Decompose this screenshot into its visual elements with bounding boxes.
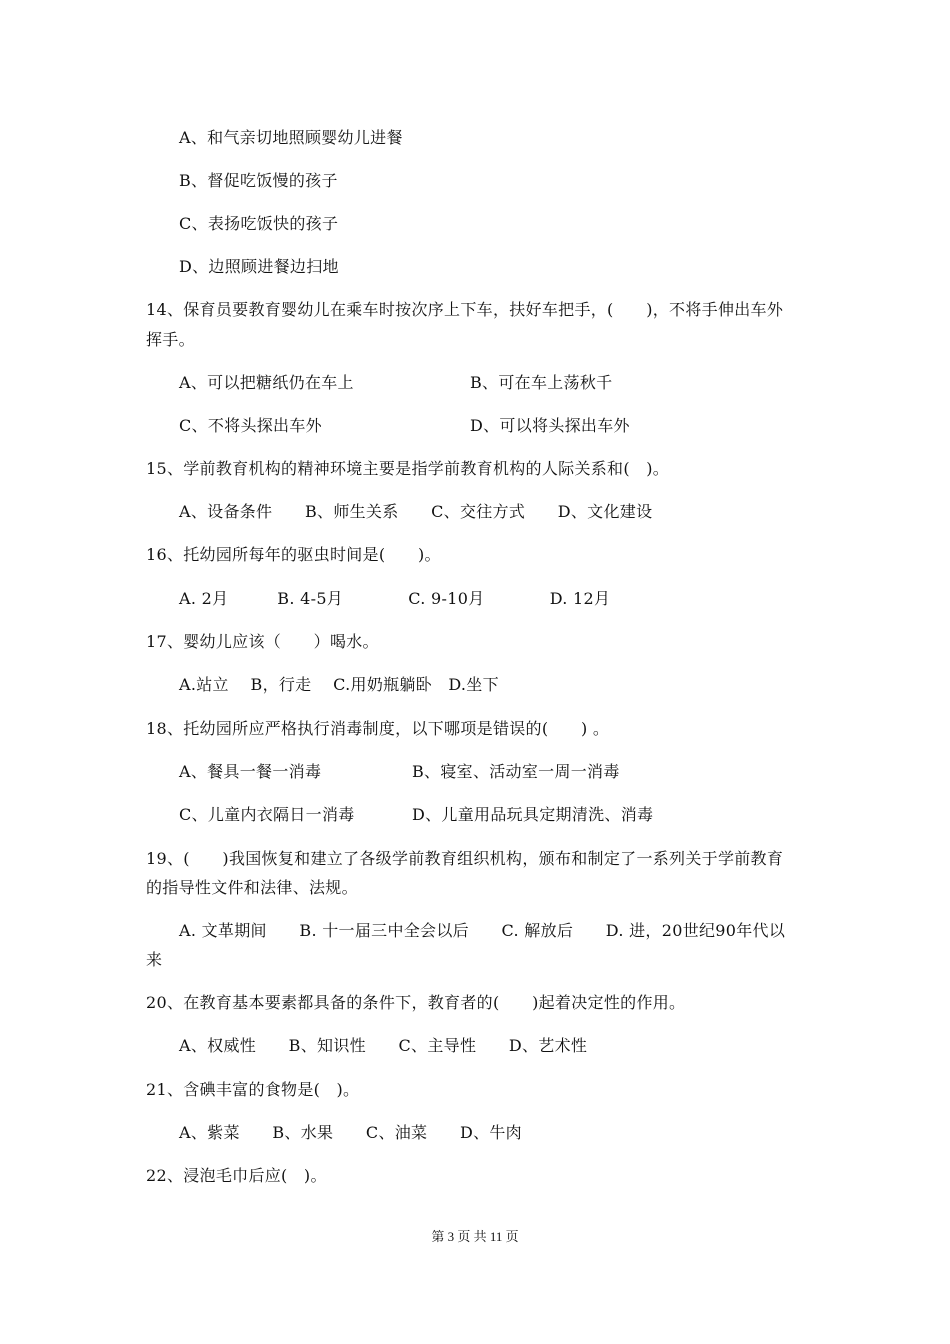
option-b: B、督促吃饭慢的孩子 <box>179 171 338 190</box>
question-19-text-cont: 的指导性文件和法律、法规。 <box>146 878 358 897</box>
question-14-option-b: B、可在车上荡秋千 <box>470 373 613 392</box>
question-16-options: A. 2月 B. 4-5月 C. 9-10月 D. 12月 <box>179 589 611 608</box>
question-21-options: A、紫菜 B、水果 C、油菜 D、牛肉 <box>179 1123 522 1142</box>
question-20-text: 20、在教育基本要素都具备的条件下，教育者的( )起着决定性的作用。 <box>146 993 686 1012</box>
option-c: C、表扬吃饭快的孩子 <box>179 214 339 233</box>
question-14-option-c: C、不将头探出车外 <box>179 416 322 435</box>
page-number-footer: 第 3 页 共 11 页 <box>431 1229 519 1244</box>
question-21-text: 21、含碘丰富的食物是( )。 <box>146 1080 360 1099</box>
question-18-option-c: C、儿童内衣隔日一消毒 <box>179 805 355 824</box>
question-19-text: 19、( )我国恢复和建立了各级学前教育组织机构，颁布和制定了一系列关于学前教育 <box>146 849 784 868</box>
question-19-options-cont: 来 <box>146 950 163 969</box>
question-17-options: A.站立 B，行走 C.用奶瓶躺卧 D.坐下 <box>179 675 499 694</box>
question-16-text: 16、托幼园所每年的驱虫时间是( )。 <box>146 545 441 564</box>
question-14-text: 14、保育员要教育婴幼儿在乘车时按次序上下车，扶好车把手，( )，不将手伸出车外 <box>146 300 784 319</box>
option-d: D、边照顾进餐边扫地 <box>179 257 339 276</box>
question-15-options: A、设备条件 B、师生关系 C、交往方式 D、文化建设 <box>179 502 653 521</box>
question-18-option-d: D、儿童用品玩具定期清洗、消毒 <box>412 805 654 824</box>
question-15-text: 15、学前教育机构的精神环境主要是指学前教育机构的人际关系和( )。 <box>146 459 670 478</box>
question-19-options: A. 文革期间 B. 十一届三中全会以后 C. 解放后 D. 进，20世纪90年代以 <box>179 921 786 940</box>
question-14-text-cont: 挥手。 <box>146 330 195 349</box>
question-17-text: 17、婴幼儿应该（ ）喝水。 <box>146 632 379 651</box>
question-18-option-a: A、餐具一餐一消毒 <box>179 762 322 781</box>
question-18-text: 18、托幼园所应严格执行消毒制度，以下哪项是错误的( ) 。 <box>146 719 610 738</box>
question-14-option-d: D、可以将头探出车外 <box>470 416 630 435</box>
option-a: A、和气亲切地照顾婴幼儿进餐 <box>179 128 403 147</box>
question-20-options: A、权威性 B、知识性 C、主导性 D、艺术性 <box>179 1036 588 1055</box>
question-14-option-a: A、可以把糖纸仍在车上 <box>179 373 354 392</box>
question-18-option-b: B、寝室、活动室一周一消毒 <box>412 762 620 781</box>
question-22-text: 22、浸泡毛巾后应( )。 <box>146 1166 327 1185</box>
